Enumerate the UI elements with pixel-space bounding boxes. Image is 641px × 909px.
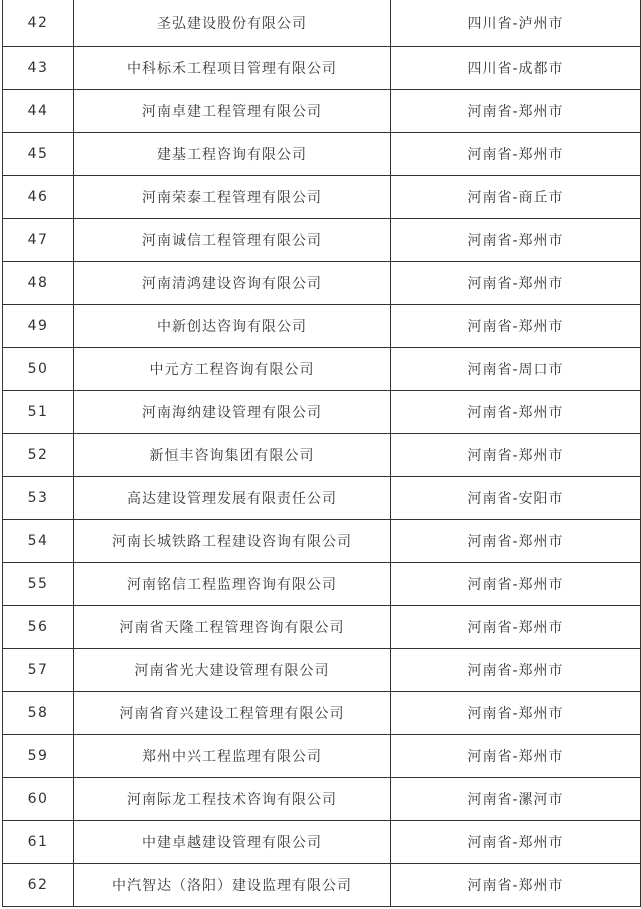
row-number-cell: 45 (3, 133, 74, 176)
region-cell: 河南省-郑州市 (391, 391, 641, 434)
row-number-cell: 59 (3, 735, 74, 778)
row-number-cell: 54 (3, 520, 74, 563)
company-name-cell: 河南铭信工程监理咨询有限公司 (74, 563, 391, 606)
company-name-cell: 圣弘建设股份有限公司 (74, 0, 391, 47)
region-cell: 河南省-漯河市 (391, 778, 641, 821)
row-number-cell: 50 (3, 348, 74, 391)
table-row (3, 434, 640, 477)
row-number-cell: 61 (3, 821, 74, 864)
company-name-cell: 中元方工程咨询有限公司 (74, 348, 391, 391)
table-body (3, 0, 640, 907)
company-name-cell: 中新创达咨询有限公司 (74, 305, 391, 348)
row-number-cell: 56 (3, 606, 74, 649)
region-cell: 河南省-郑州市 (391, 305, 641, 348)
table-row (3, 864, 640, 907)
company-name-cell: 河南海纳建设管理有限公司 (74, 391, 391, 434)
company-name-cell: 河南省天隆工程管理咨询有限公司 (74, 606, 391, 649)
table-row (3, 391, 640, 434)
row-number-cell: 55 (3, 563, 74, 606)
row-number-cell: 60 (3, 778, 74, 821)
row-number-cell: 52 (3, 434, 74, 477)
company-name-cell: 高达建设管理发展有限责任公司 (74, 477, 391, 520)
region-cell: 河南省-郑州市 (391, 606, 641, 649)
region-cell: 河南省-郑州市 (391, 692, 641, 735)
table-row (3, 219, 640, 262)
region-cell: 河南省-郑州市 (391, 864, 641, 907)
company-table (2, 0, 641, 907)
table-row (3, 692, 640, 735)
region-cell: 四川省-泸州市 (391, 0, 641, 47)
table-row (3, 778, 640, 821)
row-number-cell: 42 (3, 0, 74, 47)
region-cell: 河南省-郑州市 (391, 133, 641, 176)
company-name-cell: 中汽智达（洛阳）建设监理有限公司 (74, 864, 391, 907)
company-name-cell: 新恒丰咨询集团有限公司 (74, 434, 391, 477)
company-name-cell: 河南诚信工程管理有限公司 (74, 219, 391, 262)
company-name-cell: 河南卓建工程管理有限公司 (74, 90, 391, 133)
region-cell: 河南省-商丘市 (391, 176, 641, 219)
table-row (3, 606, 640, 649)
table-row (3, 520, 640, 563)
table-row (3, 348, 640, 391)
row-number-cell: 51 (3, 391, 74, 434)
company-name-cell: 河南清鸿建设咨询有限公司 (74, 262, 391, 305)
table-row (3, 176, 640, 219)
region-cell: 河南省-安阳市 (391, 477, 641, 520)
company-name-cell: 河南荣泰工程管理有限公司 (74, 176, 391, 219)
region-cell: 四川省-成都市 (391, 47, 641, 90)
table-row (3, 90, 640, 133)
region-cell: 河南省-郑州市 (391, 563, 641, 606)
company-name-cell: 河南长城铁路工程建设咨询有限公司 (74, 520, 391, 563)
region-cell: 河南省-郑州市 (391, 649, 641, 692)
region-cell: 河南省-郑州市 (391, 520, 641, 563)
region-cell: 河南省-郑州市 (391, 90, 641, 133)
company-name-cell: 河南省光大建设管理有限公司 (74, 649, 391, 692)
table-row (3, 262, 640, 305)
company-name-cell: 河南省育兴建设工程管理有限公司 (74, 692, 391, 735)
region-cell: 河南省-郑州市 (391, 434, 641, 477)
row-number-cell: 47 (3, 219, 74, 262)
company-name-cell: 中建卓越建设管理有限公司 (74, 821, 391, 864)
company-name-cell: 建基工程咨询有限公司 (74, 133, 391, 176)
table-row (3, 47, 640, 90)
table-row (3, 305, 640, 348)
company-name-cell: 郑州中兴工程监理有限公司 (74, 735, 391, 778)
company-name-cell: 河南际龙工程技术咨询有限公司 (74, 778, 391, 821)
row-number-cell: 44 (3, 90, 74, 133)
row-number-cell: 46 (3, 176, 74, 219)
table-row (3, 563, 640, 606)
row-number-cell: 43 (3, 47, 74, 90)
table-row (3, 649, 640, 692)
region-cell: 河南省-郑州市 (391, 821, 641, 864)
row-number-cell: 49 (3, 305, 74, 348)
row-number-cell: 58 (3, 692, 74, 735)
row-number-cell: 57 (3, 649, 74, 692)
table-row (3, 735, 640, 778)
table-row (3, 133, 640, 176)
region-cell: 河南省-周口市 (391, 348, 641, 391)
region-cell: 河南省-郑州市 (391, 735, 641, 778)
table-row (3, 477, 640, 520)
region-cell: 河南省-郑州市 (391, 219, 641, 262)
table-row (3, 0, 640, 47)
company-name-cell: 中科标禾工程项目管理有限公司 (74, 47, 391, 90)
company-list-table (3, 0, 640, 907)
row-number-cell: 48 (3, 262, 74, 305)
row-number-cell: 62 (3, 864, 74, 907)
row-number-cell: 53 (3, 477, 74, 520)
region-cell: 河南省-郑州市 (391, 262, 641, 305)
table-row (3, 821, 640, 864)
